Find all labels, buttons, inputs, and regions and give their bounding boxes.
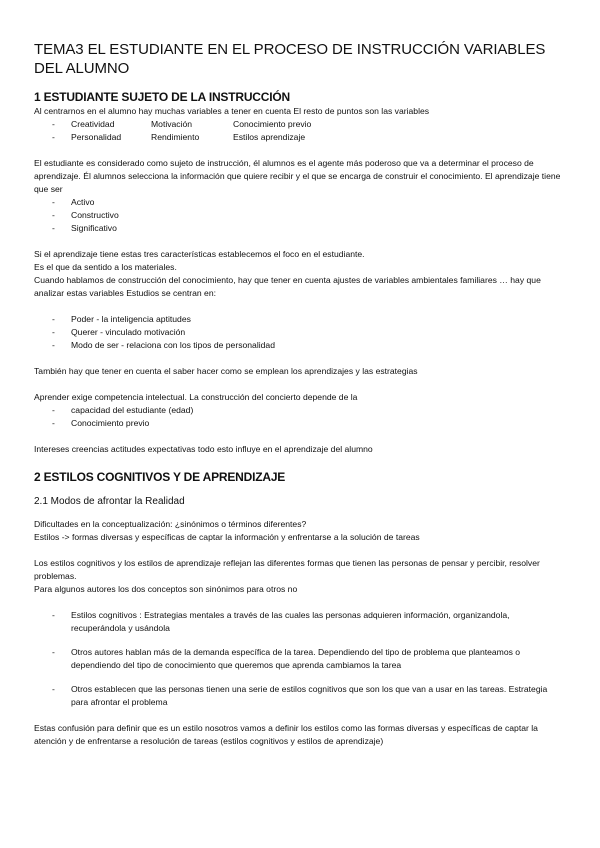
variables-list — [34, 118, 564, 144]
list-item: - Estilos cognitivos : Estrategias mentales a través de las cuales las personas adquieren información, organizandola, recuperándola y usándola — [34, 609, 564, 635]
list-item: - Querer - vinculado motivación — [34, 326, 564, 339]
list-item: - capacidad del estudiante (edad) — [34, 404, 564, 417]
list-item: - Constructivo — [34, 209, 564, 222]
competence-list — [34, 404, 564, 430]
traits-list — [34, 196, 564, 235]
s2-paragraph: Para algunos autores los dos conceptos son sinónimos para otros no — [34, 584, 298, 594]
section-2-heading: 2 ESTILOS COGNITIVOS Y DE APRENDIZAJE — [34, 470, 286, 484]
s1-paragraph: También hay que tener en cuenta el saber hacer como se emplean los aprendizajes y las estrategias — [34, 366, 418, 376]
s1-intro: Al centrarnos en el alumno hay muchas variables a tener en cuenta El resto de puntos son las variables — [34, 106, 430, 116]
document-title: TEMA3 EL ESTUDIANTE EN EL PROCESO DE INSTRUCCIÓN VARIABLES DEL ALUMNO — [34, 41, 546, 77]
list-item: - Personalidad Rendimiento Estilos aprendizaje — [34, 131, 564, 144]
s1-paragraph: Si el aprendizaje tiene estas tres características establecemos el foco en el estudiante. — [34, 249, 365, 259]
list-item: - Poder - la inteligencia aptitudes — [34, 313, 564, 326]
list-item: - Modo de ser - relaciona con los tipos de personalidad — [34, 339, 564, 352]
s1-paragraph: Intereses creencias actitudes expectativas todo esto influye en el aprendizaje del alumno — [34, 444, 373, 454]
list-item: - Activo — [34, 196, 564, 209]
list-item: - Otros establecen que las personas tienen una serie de estilos cognitivos que son los que van a usar en las tareas. Estrategia para afrontar el problema — [34, 683, 564, 709]
s1-paragraph: Aprender exige competencia intelectual. La construcción del concierto depende de la — [34, 392, 358, 402]
document-page — [34, 40, 564, 748]
list-item: - Significativo — [34, 222, 564, 235]
s2-paragraph: Dificultades en la conceptualización: ¿sinónimos o términos diferentes? — [34, 519, 307, 529]
s2-paragraph: Estilos -> formas diversas y específicas de captar la información y enfrentarse a la solución de tareas — [34, 532, 420, 542]
s1-paragraph: Cuando hablamos de construcción del conocimiento, hay que tener en cuenta ajustes de variables ambientales familiares … hay que analizar estas variables Estudios se centran en: — [34, 275, 541, 298]
list-item: - Conocimiento previo — [34, 417, 564, 430]
section-1-heading: 1 ESTUDIANTE SUJETO DE LA INSTRUCCIÓN — [34, 90, 290, 104]
s1-paragraph: El estudiante es considerado como sujeto de instrucción, él alumnos es el agente más poderoso que va a determinar el proceso de aprendizaje. Él alumnos selecciona la información que quiere recibir y el que se encarga de construir el conocimiento. El aprendizaje tiene que ser — [34, 158, 561, 194]
list-item: - Otros autores hablan más de la demanda específica de la tarea. Dependiendo del tipo de problema que planteamos o dependiendo del tipo de conocimiento que queremos que aprenda cambiamos la tarea — [34, 646, 564, 672]
list-item: - Creatividad Motivación Conocimiento previo — [34, 118, 564, 131]
section-2-1-heading: 2.1 Modos de afrontar la Realidad — [34, 496, 185, 507]
s1-paragraph: Es el que da sentido a los materiales. — [34, 262, 177, 272]
views-list — [34, 609, 564, 709]
s2-paragraph: Estas confusión para definir que es un estilo nosotros vamos a definir los estilos como las formas diversas y específicas de captar la atención y de enfrentarse a resolución de tareas (estilos cognitivos y estilos de aprendizaje) — [34, 723, 538, 746]
s2-paragraph: Los estilos cognitivos y los estilos de aprendizaje reflejan las diferentes formas que tienen las personas de pensar y percibir, resolver problemas. — [34, 558, 540, 581]
factors-list — [34, 313, 564, 352]
